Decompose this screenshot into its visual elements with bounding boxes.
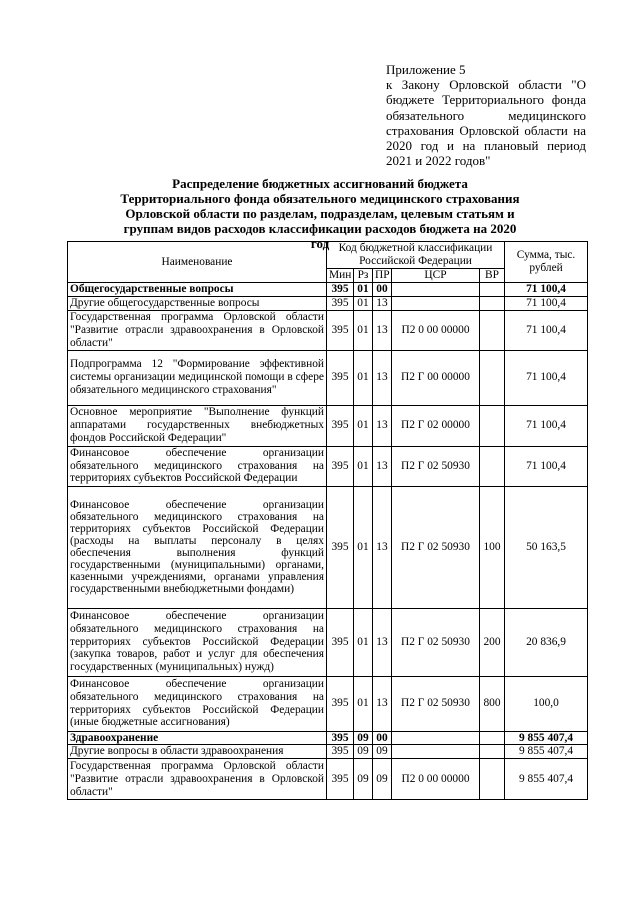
header-rz: Рз [354, 269, 373, 283]
row-pr: 13 [373, 676, 392, 731]
row-rz: 01 [354, 405, 373, 446]
row-sum: 100,0 [505, 676, 588, 731]
row-sum: 71 100,4 [505, 283, 588, 297]
row-rz: 01 [354, 676, 373, 731]
row-csr: П2 Г 00 00000 [392, 350, 480, 405]
row-pr: 00 [373, 283, 392, 297]
table-row [68, 486, 588, 608]
table-row [68, 310, 588, 350]
appendix-note [386, 62, 586, 168]
row-min: 395 [327, 608, 354, 676]
table-row [68, 608, 588, 676]
row-min: 395 [327, 486, 354, 608]
row-pr: 13 [373, 296, 392, 310]
row-name: Другие общегосударственные вопросы [68, 296, 327, 310]
row-pr: 13 [373, 405, 392, 446]
table-row [68, 676, 588, 731]
row-sum: 71 100,4 [505, 310, 588, 350]
row-rz: 01 [354, 608, 373, 676]
row-name: Финансовое обеспечение организации обязательного медицинского страхования на территориях субъектов Российской Федерации (иные бюджетные ассигнования) [68, 676, 327, 731]
table-row [68, 405, 588, 446]
row-min: 395 [327, 446, 354, 486]
row-min: 395 [327, 676, 354, 731]
row-rz: 09 [354, 759, 373, 800]
appendix-law-reference: к Закону Орловской области "О бюджете Территориального фонда обязательного медицинского страхования Орловской области на 2020 год и на плановый период 2021 и 2022 годов" [386, 77, 586, 169]
table-row [68, 731, 588, 745]
row-rz: 09 [354, 745, 373, 759]
header-sum: Сумма, тыс. рублей [505, 242, 588, 283]
row-csr: П2 0 00 00000 [392, 759, 480, 800]
row-vr [480, 745, 505, 759]
table-row [68, 446, 588, 486]
row-vr: 200 [480, 608, 505, 676]
row-min: 395 [327, 296, 354, 310]
row-csr [392, 283, 480, 297]
row-name: Другие вопросы в области здравоохранения [68, 745, 327, 759]
row-csr: П2 0 00 00000 [392, 310, 480, 350]
row-sum: 71 100,4 [505, 296, 588, 310]
row-name: Подпрограмма 12 "Формирование эффективной системы организации медицинской помощи в сфере обязательного медицинского страхования" [68, 350, 327, 405]
row-vr [480, 296, 505, 310]
row-name: Финансовое обеспечение организации обязательного медицинского страхования на территориях субъектов Российской Федерации [68, 446, 327, 486]
row-sum: 71 100,4 [505, 405, 588, 446]
row-min: 395 [327, 405, 354, 446]
row-rz: 01 [354, 446, 373, 486]
row-csr [392, 731, 480, 745]
row-vr [480, 283, 505, 297]
header-name: Наименование [68, 242, 327, 283]
row-min: 395 [327, 350, 354, 405]
table-row [68, 296, 588, 310]
row-min: 395 [327, 283, 354, 297]
row-rz: 01 [354, 486, 373, 608]
table-row [68, 283, 588, 297]
row-csr: П2 Г 02 50930 [392, 446, 480, 486]
row-min: 395 [327, 745, 354, 759]
header-csr: ЦСР [392, 269, 480, 283]
row-csr: П2 Г 02 50930 [392, 676, 480, 731]
header-vr: ВР [480, 269, 505, 283]
row-sum: 9 855 407,4 [505, 759, 588, 800]
row-vr [480, 759, 505, 800]
row-sum: 50 163,5 [505, 486, 588, 608]
row-sum: 71 100,4 [505, 350, 588, 405]
row-vr [480, 310, 505, 350]
row-name: Общегосударственные вопросы [68, 283, 327, 297]
row-sum: 71 100,4 [505, 446, 588, 486]
row-min: 395 [327, 759, 354, 800]
row-vr: 800 [480, 676, 505, 731]
row-vr [480, 446, 505, 486]
row-pr: 13 [373, 486, 392, 608]
row-name: Государственная программа Орловской области "Развитие отрасли здравоохранения в Орловской области" [68, 759, 327, 800]
budget-table [67, 241, 588, 800]
row-csr: П2 Г 02 00000 [392, 405, 480, 446]
row-sum: 9 855 407,4 [505, 731, 588, 745]
row-pr: 09 [373, 759, 392, 800]
row-pr: 00 [373, 731, 392, 745]
row-pr: 13 [373, 446, 392, 486]
row-pr: 13 [373, 608, 392, 676]
row-rz: 09 [354, 731, 373, 745]
row-name: Здравоохранение [68, 731, 327, 745]
row-name: Финансовое обеспечение организации обязательного медицинского страхования на территориях субъектов Российской Федерации (расходы на выплаты персоналу в целях обеспечения выполнения функций государственными (муниципальными) органами, казенными учреждениями, органами управления государственными внебюджетными фондами) [68, 486, 327, 608]
row-sum: 9 855 407,4 [505, 745, 588, 759]
row-name: Финансовое обеспечение организации обязательного медицинского страхования на территориях субъектов Российской Федерации (закупка товаров, работ и услуг для обеспечения государственных (муниципальных) нужд) [68, 608, 327, 676]
row-vr [480, 350, 505, 405]
row-min: 395 [327, 731, 354, 745]
row-vr: 100 [480, 486, 505, 608]
table-row [68, 745, 588, 759]
row-min: 395 [327, 310, 354, 350]
row-name: Основное мероприятие "Выполнение функций аппаратами государственных внебюджетных фондов Российской Федерации" [68, 405, 327, 446]
header-min: Мин [327, 269, 354, 283]
row-csr: П2 Г 02 50930 [392, 608, 480, 676]
header-pr: ПР [373, 269, 392, 283]
row-sum: 20 836,9 [505, 608, 588, 676]
row-name: Государственная программа Орловской области "Развитие отрасли здравоохранения в Орловской области" [68, 310, 327, 350]
row-csr [392, 745, 480, 759]
row-rz: 01 [354, 283, 373, 297]
row-pr: 13 [373, 310, 392, 350]
row-csr [392, 296, 480, 310]
table-row [68, 350, 588, 405]
header-code-group: Код бюджетной классификации Российской Федерации [327, 242, 505, 269]
row-vr [480, 405, 505, 446]
table-row [68, 759, 588, 800]
document-title: Распределение бюджетных ассигнований бюджета Территориального фонда обязательного медицинского страхования Орловской области по разделам, подразделам, целевым статьям и группам видов расходов классификации расходов бюджета на 2020 год [120, 176, 520, 251]
row-vr [480, 731, 505, 745]
row-rz: 01 [354, 350, 373, 405]
row-pr: 09 [373, 745, 392, 759]
row-rz: 01 [354, 310, 373, 350]
row-csr: П2 Г 02 50930 [392, 486, 480, 608]
appendix-number: Приложение 5 [386, 62, 466, 77]
row-pr: 13 [373, 350, 392, 405]
row-rz: 01 [354, 296, 373, 310]
